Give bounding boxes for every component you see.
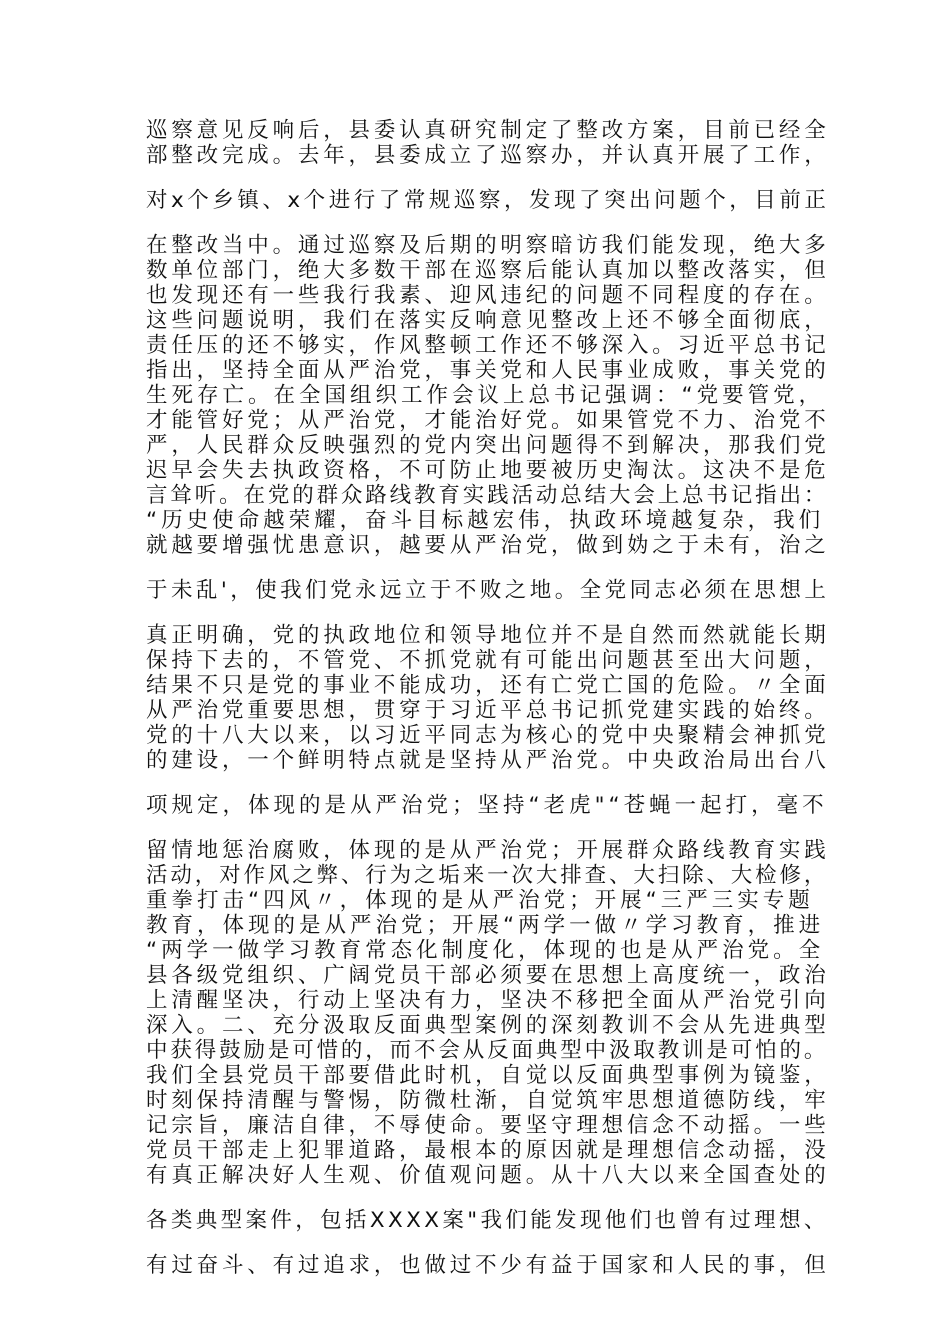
text-line: 数单位部门，绝大多数干部在巡察后能认真加以整改落实，但 xyxy=(146,258,830,283)
text-line: 时刻保持清醒与警惕，防微杜渐，自觉筑牢思想道德防线，牢 xyxy=(146,1088,830,1113)
text-line: 党员干部走上犯罪道路，最根本的原因就是理想信念动摇，没 xyxy=(146,1138,830,1163)
text-line: 巡察意见反响后，县委认真研究制定了整改方案，目前已经全 xyxy=(146,118,830,143)
text-line: 县各级党组织、广阔党员干部必须要在思想上高度统一，政治 xyxy=(146,963,830,988)
text-line: 这些问题说明，我们在落实反响意见整改上还不够全面彻底， xyxy=(146,308,830,333)
text-line: 留情地惩治腐败，体现的是从严治党；开展群众路线教育实践 xyxy=(146,838,830,863)
text-line: 在整改当中。通过巡察及后期的明察暗访我们能发现，绝大多 xyxy=(146,233,830,258)
text-line: 深入。二、充分汲取反面典型案例的深刻教训不会从先进典型 xyxy=(146,1013,830,1038)
text-line: “历史使命越荣耀，奋斗目标越宏伟，执政环境越复杂，我们 xyxy=(146,508,825,533)
text-line: 于未乱'，使我们党永远立于不败之地。全党同志必须在思想上 xyxy=(146,578,830,603)
text-line: 记宗旨，廉洁自律，不辱使命。要坚守理想信念不动摇。一些 xyxy=(146,1113,830,1138)
text-line: “两学一做学习教育常态化制度化，体现的也是从严治党。全 xyxy=(146,938,825,963)
text-line: 严，人民群众反映强烈的党内突出问题得不到解决，那我们党 xyxy=(146,433,830,458)
text-line: 教育，体现的是从严治党；开展“两学一做〃学习教育，推进 xyxy=(146,913,825,938)
text-line: 各类典型案件，包括XXXX案"我们能发现他们也曾有过理想、 xyxy=(146,1208,829,1233)
text-line: 重拳打击“四风〃，体现的是从严治党；开展“三严三实专题 xyxy=(146,888,814,913)
text-line: 对x个乡镇、x个进行了常规巡察，发现了突出问题个，目前正 xyxy=(146,188,830,213)
text-line: 项规定，体现的是从严治党；坚持“老虎"“苍蝇一起打，毫不 xyxy=(146,793,828,818)
text-line: 也发现还有一些我行我素、迎风违纪的问题不同程度的存在。 xyxy=(146,283,830,308)
text-line: 上清醒坚决，行动上坚决有力，坚决不移把全面从严治党引向 xyxy=(146,988,830,1013)
text-line: 有过奋斗、有过追求，也做过不少有益于国家和人民的事，但 xyxy=(146,1253,830,1278)
text-line: 生死存亡。在全国组织工作会议上总书记强调：“党要管党， xyxy=(146,383,825,408)
text-line: 保持下去的，不管党、不抓党就有可能出问题甚至出大问题， xyxy=(146,648,830,673)
body-text xyxy=(146,118,830,1278)
text-line: 结果不只是党的事业不能成功，还有亡党亡国的危险。〃全面 xyxy=(146,673,830,698)
text-line: 有真正解决好人生观、价值观问题。从十八大以来全国查处的 xyxy=(146,1163,830,1188)
text-line: 才能管好党；从严治党，才能治好党。如果管党不力、治党不 xyxy=(146,408,830,433)
text-line: 指出，坚持全面从严治党，事关党和人民事业成败，事关党的 xyxy=(146,358,830,383)
text-line: 责任压的还不够实，作风整顿工作还不够深入。习近平总书记 xyxy=(146,333,830,358)
text-line: 的建设，一个鲜明特点就是坚持从严治党。中央政治局出台八 xyxy=(146,748,830,773)
text-line: 真正明确，党的执政地位和领导地位并不是自然而然就能长期 xyxy=(146,623,830,648)
text-line: 中获得鼓励是可惜的，而不会从反面典型中汲取教训是可怕的。 xyxy=(146,1038,829,1063)
text-line: 就越要增强忧患意识，越要从严治党，做到妫之于未有，治之 xyxy=(146,533,830,558)
text-line: 活动，对作风之弊、行为之垢来一次大排查、大扫除、大检修， xyxy=(146,863,829,888)
text-line: 迟早会失去执政资格，不可防止地要被历史淘汰。这决不是危 xyxy=(146,458,830,483)
text-line: 我们全县党员干部要借此时机，自觉以反面典型事例为镜鉴， xyxy=(146,1063,830,1088)
text-line: 言耸听。在党的群众路线教育实践活动总结大会上总书记指出： xyxy=(146,483,829,508)
text-line: 从严治党重要思想，贯穿于习近平总书记抓党建实践的始终。 xyxy=(146,698,830,723)
text-line: 党的十八大以来，以习近平同志为核心的党中央聚精会神抓党 xyxy=(146,723,830,748)
text-line: 部整改完成。去年，县委成立了巡察办，并认真开展了工作， xyxy=(146,143,830,168)
